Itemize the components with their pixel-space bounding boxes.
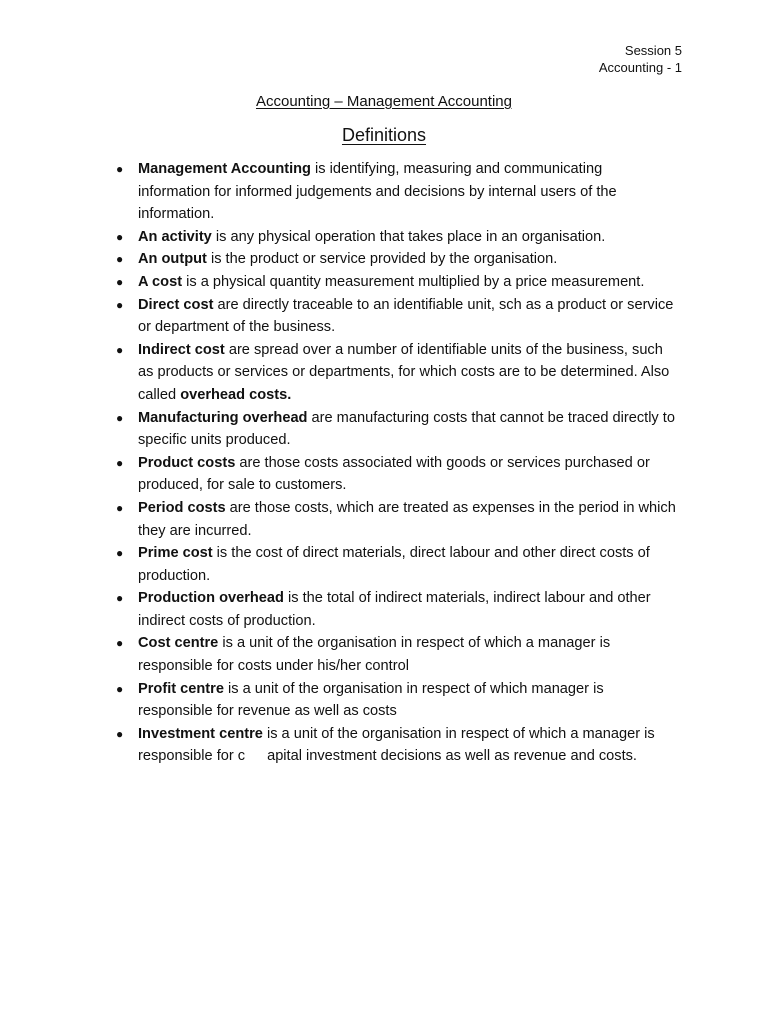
definition-term: Indirect cost bbox=[138, 341, 225, 358]
definition-text: are spread over a number of identifiable units of the business, such as products or services or departments, for which costs are to be determined. Also called bbox=[138, 341, 670, 403]
definition-item bbox=[108, 339, 678, 407]
bullet-icon: ● bbox=[116, 297, 124, 312]
bullet-icon: ● bbox=[116, 455, 124, 470]
definition-term: Prime cost bbox=[138, 545, 213, 562]
definition-text: are directly traceable to an identifiable unit, sch as a product or service or department of the business. bbox=[138, 296, 674, 336]
document-title-row bbox=[0, 93, 768, 111]
bullet-icon: ● bbox=[116, 410, 124, 425]
definition-item bbox=[108, 632, 678, 677]
course-name: Accounting - 1 bbox=[598, 60, 682, 75]
bullet-icon: ● bbox=[116, 342, 124, 357]
definition-text: is the total of indirect materials, indirect labour and other indirect costs of production. bbox=[138, 590, 651, 629]
definition-item bbox=[108, 407, 678, 452]
definition-item bbox=[108, 587, 678, 632]
definition-text: is the product or service provided by the organisation. bbox=[206, 251, 558, 268]
bullet-icon: ● bbox=[116, 229, 124, 244]
bullet-icon: ● bbox=[116, 162, 124, 176]
definition-item bbox=[108, 248, 678, 271]
definition-text: are manufacturing costs that cannot be traced directly to specific units produced. bbox=[138, 409, 675, 449]
bullet-icon: ● bbox=[116, 546, 124, 561]
bullet-icon: ● bbox=[116, 252, 124, 267]
definition-term: An output bbox=[138, 251, 207, 268]
definitions-list bbox=[108, 158, 678, 768]
document-title: Accounting – Management Accounting bbox=[255, 93, 512, 110]
definition-term: Product costs bbox=[138, 454, 236, 471]
definition-text: is a physical quantity measurement multiplied by a price measurement. bbox=[182, 273, 645, 290]
session-number: Session 5 bbox=[624, 43, 682, 58]
definition-item bbox=[108, 542, 678, 587]
definition-item bbox=[108, 226, 678, 249]
definition-text-continued: apital investment decisions as well as revenue and costs. bbox=[267, 748, 637, 765]
definition-text: is identifying, measuring and communicating information for informed judgements and decisions by internal users of the information. bbox=[138, 161, 617, 223]
session-header bbox=[599, 42, 682, 76]
definition-text: is a unit of the organisation in respect of which a manager is responsible for c bbox=[138, 725, 655, 765]
section-heading: Definitions bbox=[341, 125, 427, 145]
definition-text: is the cost of direct materials, direct labour and other direct costs of production. bbox=[138, 545, 650, 584]
definition-item bbox=[108, 158, 678, 226]
definition-term: An activity bbox=[138, 228, 212, 245]
definition-term: Investment centre bbox=[138, 725, 263, 742]
definition-term: Manufacturing overhead bbox=[138, 409, 308, 426]
definition-term: Direct cost bbox=[138, 296, 214, 313]
bullet-icon: ● bbox=[116, 500, 124, 515]
definition-item bbox=[108, 294, 678, 339]
definition-term: Production overhead bbox=[138, 590, 284, 607]
bullet-icon: ● bbox=[116, 681, 124, 696]
definition-text: is any physical operation that takes place in an organisation. bbox=[211, 228, 606, 245]
section-heading-row bbox=[0, 124, 768, 146]
definition-text: are those costs, which are treated as expenses in the period in which they are incurred. bbox=[138, 499, 676, 539]
definition-item bbox=[108, 723, 678, 768]
definition-item bbox=[108, 271, 678, 294]
bullet-icon: ● bbox=[116, 726, 124, 741]
definition-item bbox=[108, 452, 678, 497]
definition-term: Period costs bbox=[138, 499, 226, 516]
definition-term: Management Accounting bbox=[138, 161, 311, 177]
definition-item bbox=[108, 678, 678, 723]
bullet-icon: ● bbox=[116, 274, 124, 289]
definition-item bbox=[108, 497, 678, 542]
definition-term-secondary: overhead costs. bbox=[180, 386, 292, 403]
definition-text: are those costs associated with goods or services purchased or produced, for sale to customers. bbox=[138, 454, 650, 494]
definition-text: is a unit of the organisation in respect of which a manager is responsible for costs under his/her control bbox=[138, 635, 611, 675]
definition-term: Cost centre bbox=[138, 635, 219, 652]
definition-term: Profit centre bbox=[138, 680, 224, 697]
bullet-icon: ● bbox=[116, 591, 124, 606]
definition-term: A cost bbox=[138, 273, 183, 290]
definition-text: is a unit of the organisation in respect of which manager is responsible for revenue as well as costs bbox=[138, 680, 604, 720]
bullet-icon: ● bbox=[116, 636, 124, 651]
